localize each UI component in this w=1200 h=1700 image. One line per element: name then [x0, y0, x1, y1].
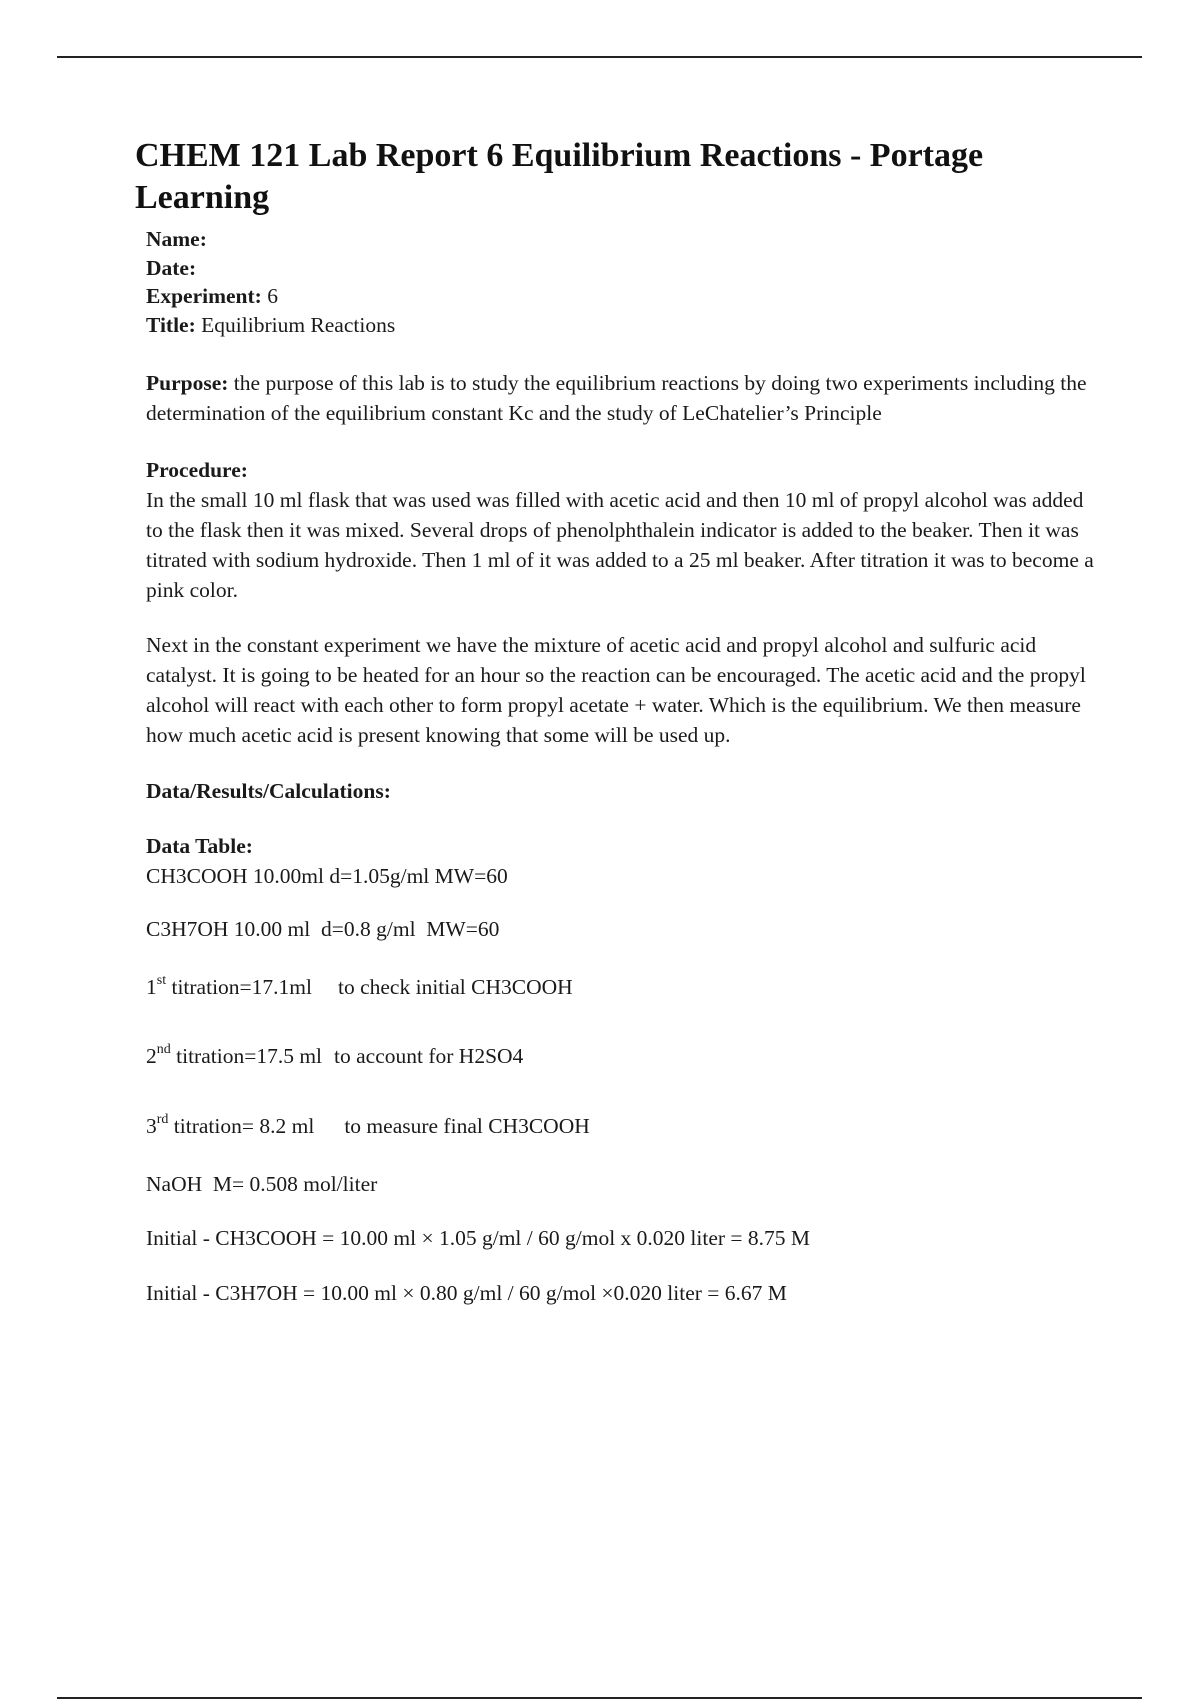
experiment-value: 6	[267, 284, 278, 308]
titration-line-3	[146, 1111, 1095, 1145]
data-table-section	[146, 831, 1095, 1308]
purpose-label: Purpose:	[146, 371, 229, 395]
date-label: Date:	[146, 255, 197, 280]
purpose-text: the purpose of this lab is to study the equilibrium reactions by doing two experiments including the determination of the equilibrium constant Kc and the study of LeChatelier’s Principle	[146, 371, 1087, 425]
top-rule	[57, 56, 1142, 58]
titration-3-sup: rd	[156, 1112, 169, 1127]
titration-1-sup: st	[156, 973, 167, 988]
procedure-paragraph-1: In the small 10 ml flask that was used was filled with acetic acid and then 10 ml of propyl alcohol was added to the flask then it was mixed. Several drops of phenolphthalein indicator is added to the beaker. Then it was titrated with sodium hydroxide. Then 1 ml of it was added to a 25 ml beaker. After titration it was to become a pink color.	[146, 488, 1094, 602]
results-label: Data/Results/Calculations:	[146, 779, 391, 803]
titration-2-value: titration=17.5 ml	[170, 1044, 323, 1068]
titration-line-1	[146, 972, 1095, 1006]
titration-3-number: 3	[146, 1114, 157, 1138]
procedure-heading	[146, 455, 1095, 485]
titration-2-number: 2	[146, 1044, 157, 1068]
calculation-line-2: Initial - C3H7OH = 10.00 ml × 0.80 g/ml / 60 g/mol ×0.020 liter = 6.67 M	[146, 1281, 787, 1305]
results-heading	[146, 776, 1095, 806]
naoh-line: NaOH M= 0.508 mol/liter	[146, 1172, 378, 1196]
experiment-label: Experiment:	[146, 284, 262, 308]
titration-line-2	[146, 1041, 1095, 1075]
titration-2-note: to account for H2SO4	[334, 1044, 524, 1068]
propyl-alcohol-line: C3H7OH 10.00 ml d=0.8 g/ml MW=60	[146, 917, 500, 941]
titration-1-number: 1	[146, 975, 157, 999]
document-page	[135, 135, 1095, 1308]
title-value: Equilibrium Reactions	[201, 312, 396, 337]
procedure-label: Procedure:	[146, 458, 248, 482]
titration-3-note: to measure final CH3COOH	[344, 1114, 590, 1138]
purpose-paragraph	[146, 368, 1095, 428]
name-label: Name:	[146, 227, 207, 251]
bottom-rule	[57, 1697, 1142, 1699]
title-row	[146, 311, 1095, 340]
acetic-acid-line: CH3COOH 10.00ml d=1.05g/ml MW=60	[146, 864, 508, 888]
data-table-heading	[146, 831, 1095, 861]
titration-1-value: titration=17.1ml	[166, 975, 312, 999]
calculation-line-1: Initial - CH3COOH = 10.00 ml × 1.05 g/ml / 60 g/mol x 0.020 liter = 8.75 M	[146, 1226, 811, 1250]
procedure-paragraph-2: Next in the constant experiment we have the mixture of acetic acid and propyl alcohol and sulfuric acid catalyst. It is going to be heated for an hour so the reaction can be encouraged. The acetic acid and the propyl alcohol will react with each other to form propyl acetate + water. Which is the equilibrium. We then measure how much acetic acid is present knowing that some will be used up.	[146, 633, 1086, 747]
report-body	[146, 225, 1095, 1308]
title-label: Title:	[146, 312, 196, 337]
document-title: CHEM 121 Lab Report 6 Equilibrium Reactions - Portage Learning	[135, 137, 984, 216]
data-table-label: Data Table:	[146, 834, 253, 858]
titration-3-value: titration= 8.2 ml	[168, 1114, 315, 1138]
name-row	[146, 225, 1095, 254]
titration-1-note: to check initial CH3COOH	[338, 975, 573, 999]
report-meta	[146, 225, 1095, 339]
titration-2-sup: nd	[156, 1042, 171, 1057]
date-row	[146, 254, 1095, 283]
procedure-section	[146, 455, 1095, 750]
experiment-row	[146, 282, 1095, 311]
